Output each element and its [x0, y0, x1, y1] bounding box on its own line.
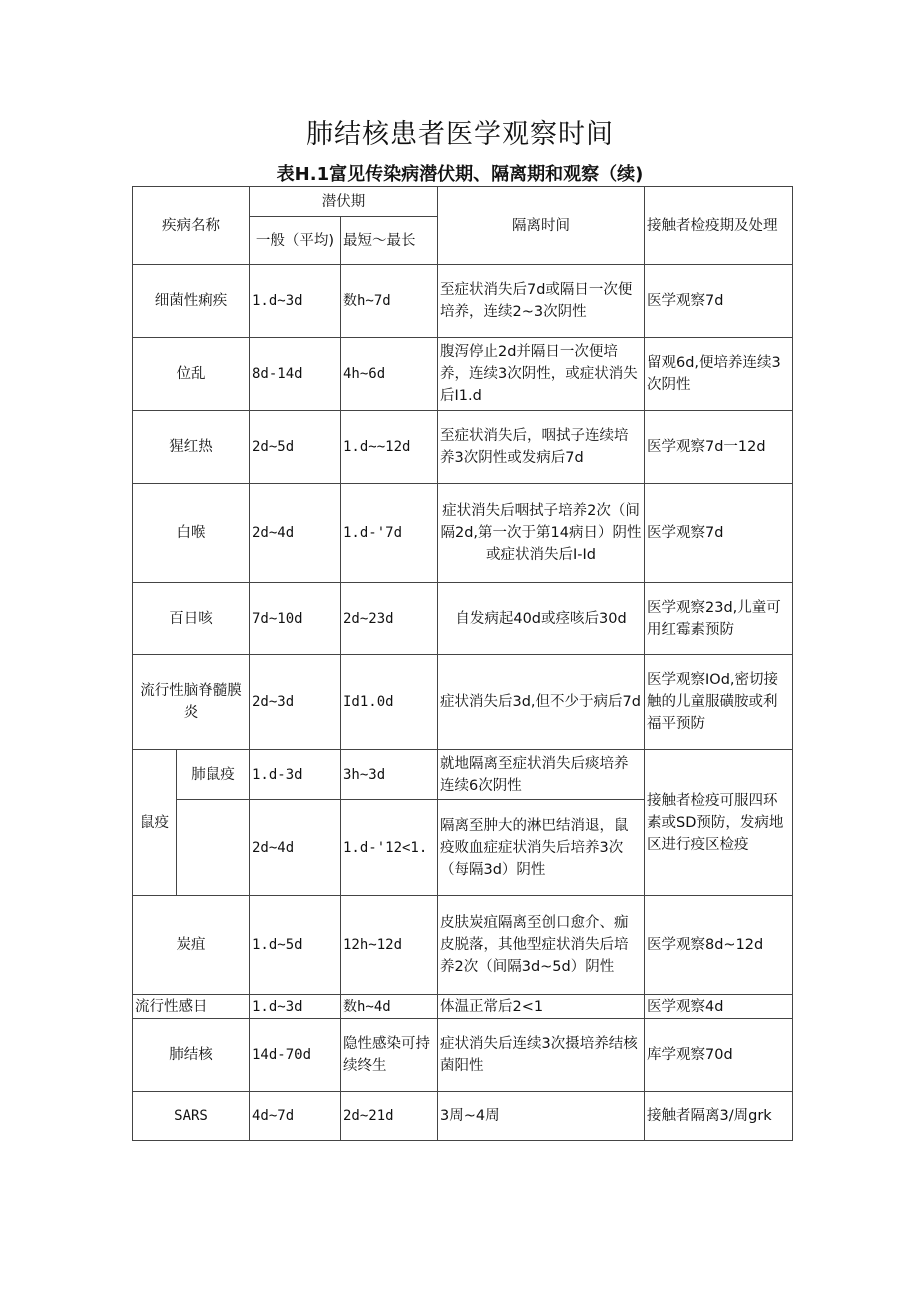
header-general: 一般（平均) — [250, 217, 341, 265]
table-row — [133, 583, 793, 655]
range-period: 3h~3d — [341, 750, 438, 800]
general-period: 1.d-3d — [250, 750, 341, 800]
isolation-time: 症状消失后咽拭子培养2次（间隔2d,第一次于第14病日）阴性或症状消失后I-Id — [438, 484, 645, 583]
page-title: 肺结核患者医学观察时间 — [306, 119, 614, 150]
range-period: 1.d-'7d — [341, 484, 438, 583]
table-row — [133, 1019, 793, 1092]
range-period: 隐性感染可持续终生 — [341, 1019, 438, 1092]
general-period: 1.d~5d — [250, 896, 341, 995]
contact-handling: 接触者隔离3/周grk — [645, 1092, 793, 1141]
contact-handling: 留观6d,便培养连续3次阴性 — [645, 338, 793, 411]
contact-handling: 医学观察7d — [645, 265, 793, 338]
contact-handling: 医学观察8d~12d — [645, 896, 793, 995]
table-row — [133, 1092, 793, 1141]
isolation-time: 腹泻停止2d并隔日一次便培养，连续3次阴性，或症状消失后I1.d — [438, 338, 645, 411]
isolation-time: 至症状消失后7d或隔日一次便培养，连续2~3次阴性 — [438, 265, 645, 338]
contact-handling: 医学观察7d一12d — [645, 411, 793, 484]
contact-handling: 医学观察23d,儿童可用红霉素预防 — [645, 583, 793, 655]
general-period: 4d~7d — [250, 1092, 341, 1141]
disease-name: 肺鼠疫 — [177, 750, 250, 800]
disease-name: SARS — [133, 1092, 250, 1141]
general-period: 2d~3d — [250, 655, 341, 750]
general-period: 2d~4d — [250, 484, 341, 583]
disease-name: 细菌性痢疾 — [133, 265, 250, 338]
general-period: 1.d~3d — [250, 995, 341, 1019]
disease-name — [177, 800, 250, 896]
range-period: 2d~23d — [341, 583, 438, 655]
header-disease: 疾病名称 — [133, 187, 250, 265]
isolation-time: 至症状消失后，咽拭子连续培养3次阴性或发病后7d — [438, 411, 645, 484]
table-row — [133, 896, 793, 995]
isolation-time: 症状消失后3d,但不少于病后7d — [438, 655, 645, 750]
header-contact: 接触者检疫期及处理 — [645, 187, 793, 265]
range-period: 4h~6d — [341, 338, 438, 411]
disease-name: 百日咳 — [133, 583, 250, 655]
range-period: 1.d~~12d — [341, 411, 438, 484]
disease-group-name: 鼠疫 — [133, 750, 177, 896]
isolation-time: 症状消失后连续3次摄培养结核菌阳性 — [438, 1019, 645, 1092]
contact-handling: 医学观察IOd,密切接触的儿童服磺胺或利福平预防 — [645, 655, 793, 750]
range-period: 1.d-'12<1. — [341, 800, 438, 896]
header-incubation: 潜伏期 — [250, 187, 438, 217]
table-row — [133, 750, 793, 800]
isolation-time: 就地隔离至症状消失后痰培养连续6次阴性 — [438, 750, 645, 800]
range-period: 数h~7d — [341, 265, 438, 338]
disease-name: 白喉 — [133, 484, 250, 583]
range-period: 数h~4d — [341, 995, 438, 1019]
general-period: 7d~10d — [250, 583, 341, 655]
general-period: 2d~4d — [250, 800, 341, 896]
table-row — [133, 411, 793, 484]
isolation-time: 皮肤炭疽隔离至创口愈介、痂皮脱落，其他型症状消失后培养2次（间隔3d~5d）阴性 — [438, 896, 645, 995]
disease-name: 流行性感日 — [133, 995, 250, 1019]
contact-handling: 库学观察70d — [645, 1019, 793, 1092]
range-period: 2d~21d — [341, 1092, 438, 1141]
isolation-time: 自发病起40d或痉咳后30d — [438, 583, 645, 655]
disease-name: 炭疽 — [133, 896, 250, 995]
general-period: 2d~5d — [250, 411, 341, 484]
contact-handling: 医学观察4d — [645, 995, 793, 1019]
header-isolation: 隔离时间 — [438, 187, 645, 265]
table-row — [133, 655, 793, 750]
epidemic-table — [132, 186, 793, 1141]
isolation-time: 隔离至肿大的淋巴结消退，鼠疫败血症症状消失后培养3次（每隔3d）阴性 — [438, 800, 645, 896]
table-row — [133, 484, 793, 583]
range-period: Id1.0d — [341, 655, 438, 750]
isolation-time: 3周~4周 — [438, 1092, 645, 1141]
general-period: 8d-14d — [250, 338, 341, 411]
header-range: 最短～最长 — [341, 217, 438, 265]
disease-name: 猩红热 — [133, 411, 250, 484]
table-row — [133, 995, 793, 1019]
disease-name: 肺结核 — [133, 1019, 250, 1092]
isolation-time: 体温正常后2<1 — [438, 995, 645, 1019]
general-period: 1.d~3d — [250, 265, 341, 338]
disease-name: 流行性脑脊髓膜炎 — [133, 655, 250, 750]
contact-handling: 医学观察7d — [645, 484, 793, 583]
general-period: 14d-70d — [250, 1019, 341, 1092]
table-caption: 表H.1富见传染病潜伏期、隔离期和观察（续) — [276, 164, 644, 185]
disease-name: 位乱 — [133, 338, 250, 411]
table-row — [133, 338, 793, 411]
table-row — [133, 265, 793, 338]
range-period: 12h~12d — [341, 896, 438, 995]
contact-handling: 接触者检疫可服四环素或SD预防，发病地区进行疫区检疫 — [645, 750, 793, 896]
